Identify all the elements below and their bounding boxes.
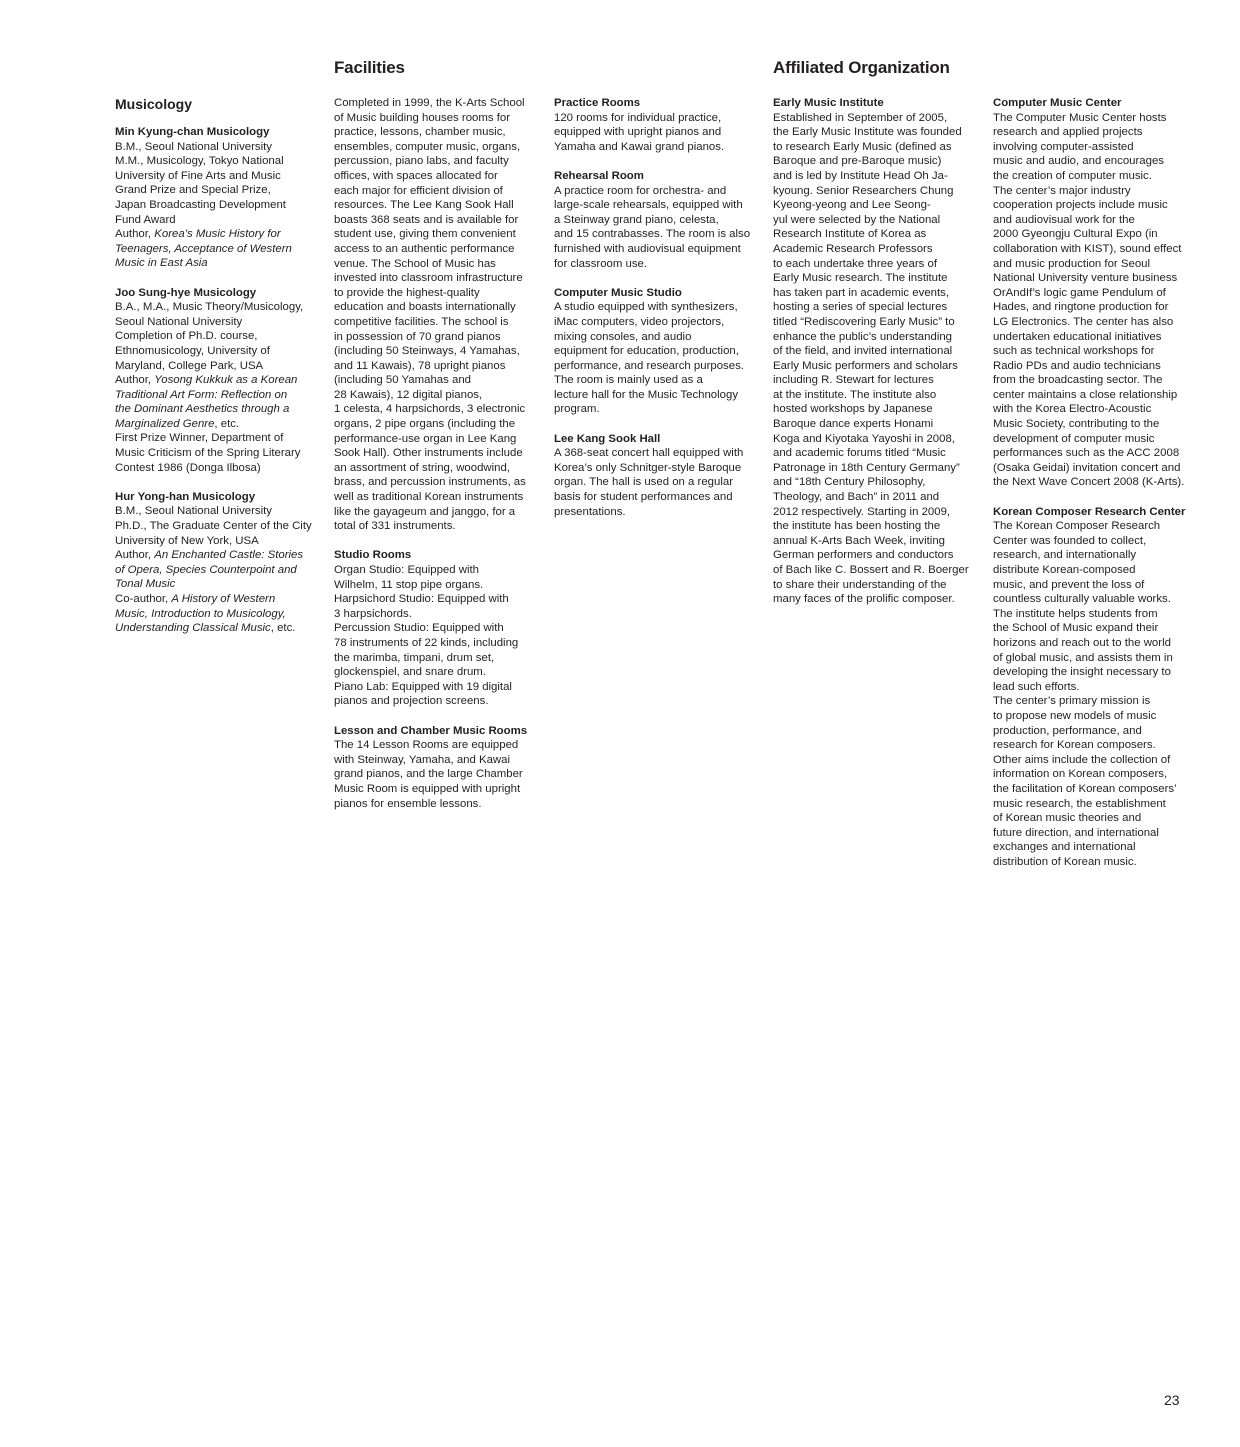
text-line: titled “Rediscovering Early Music” to	[773, 315, 955, 328]
text-line: pianos for ensemble lessons.	[334, 797, 482, 810]
text-line: music, and prevent the loss of	[993, 578, 1145, 591]
text-line: furnished with audiovisual equipment	[554, 242, 741, 255]
publication-title: Music, Introduction to Musicology,	[115, 607, 286, 620]
facilities-col1-blocks	[334, 548, 544, 811]
facilities-intro	[334, 96, 544, 534]
text-line: and “18th Century Philosophy,	[773, 476, 926, 489]
coauthor-line	[115, 592, 325, 607]
facilities-col2-blocks	[554, 96, 764, 519]
text-line: the Next Wave Concert 2008 (K-Arts).	[993, 476, 1185, 489]
author-line	[115, 242, 325, 257]
credential-line: B.A., M.A., Music Theory/Musicology,	[115, 301, 304, 314]
text-line: Kyeong-yeong and Lee Seong-	[773, 199, 931, 212]
text-line: A 368-seat concert hall equipped with	[554, 447, 744, 460]
award-line: Contest 1986 (Donga Ilbosa)	[115, 461, 261, 474]
intro-line: student use, giving them convenient	[334, 228, 516, 241]
text-line: Radio PDs and audio technicians	[993, 359, 1161, 372]
text-line: undertaken educational initiatives	[993, 330, 1162, 343]
intro-line: total of 331 instruments.	[334, 520, 456, 533]
publication-title: the Dominant Aesthetics through a	[115, 403, 290, 416]
intro-line: percussion, piano labs, and faculty	[334, 155, 509, 168]
text-line: and academic forums titled “Music	[773, 447, 946, 460]
credential-line: Fund Award	[115, 213, 176, 226]
text-line: Hades, and ringtone production for	[993, 301, 1169, 314]
text-line: LG Electronics. The center has also	[993, 315, 1174, 328]
text-line: developing the insight necessary to	[993, 666, 1171, 679]
block-title: Computer Music Studio	[554, 286, 682, 299]
text-line: A practice room for orchestra- and	[554, 184, 727, 197]
text-line: cooperation projects include music	[993, 199, 1168, 212]
block-title: Practice Rooms	[554, 97, 641, 109]
text-line: the facilitation of Korean composers’	[993, 782, 1177, 795]
text-line: 120 rooms for individual practice,	[554, 111, 722, 124]
award-line: First Prize Winner, Department of	[115, 432, 284, 445]
text-line: Music Society, contributing to the	[993, 418, 1160, 431]
text-line: The 14 Lesson Rooms are equipped	[334, 739, 519, 752]
text-block	[773, 96, 985, 607]
text-line: (Osaka Geidai) invitation concert and	[993, 461, 1181, 474]
block-title: Computer Music Center	[993, 97, 1122, 109]
faculty-entry	[115, 125, 325, 271]
coauthor-line	[115, 621, 325, 636]
text-line: performance, and research purposes.	[554, 359, 744, 372]
credential-line: Maryland, College Park, USA	[115, 359, 264, 372]
text-line: and is led by Institute Head Oh Ja-	[773, 169, 948, 182]
text-line: kyoung. Senior Researchers Chung	[773, 184, 954, 197]
intro-line: (including 50 Steinways, 4 Yamahas,	[334, 345, 520, 358]
text-line: to share their understanding of the	[773, 578, 947, 591]
credential-line: Ethnomusicology, University of	[115, 344, 270, 357]
text-line: and audiovisual work for the	[993, 213, 1135, 226]
intro-line: organs, 2 pipe organs (including the	[334, 418, 516, 431]
text-line: involving computer-assisted	[993, 140, 1134, 153]
text-line: organ. The hall is used on a regular	[554, 476, 733, 489]
intro-line: performance-use organ in Lee Kang	[334, 432, 517, 445]
text-line: at the institute. The institute also	[773, 388, 937, 401]
faculty-entry	[115, 286, 325, 476]
text-line: Early Music research. The institute	[773, 272, 948, 285]
musicology-heading: Musicology	[115, 96, 193, 112]
author-line	[115, 548, 325, 563]
text-line: to research Early Music (defined as	[773, 140, 952, 153]
text-line: performances such as the ACC 2008	[993, 447, 1180, 460]
musicology-column	[115, 96, 325, 650]
intro-line: ensembles, computer music, organs,	[334, 140, 521, 153]
text-line: lead such efforts.	[993, 680, 1080, 693]
facilities-column-1	[334, 96, 544, 826]
faculty-list	[115, 125, 325, 636]
text-line: enhance the public’s understanding	[773, 330, 953, 343]
text-line: music and audio, and encourages	[993, 155, 1164, 168]
facilities-heading: Facilities	[334, 58, 405, 77]
intro-line: like the gayageum and janggo, for a	[334, 505, 516, 518]
text-line: Baroque and pre-Baroque music)	[773, 155, 942, 168]
text-line: to propose new models of music	[993, 709, 1157, 722]
text-block	[554, 169, 764, 271]
intro-line: (including 50 Yamahas and	[334, 374, 471, 387]
credential-line: Seoul National University	[115, 315, 243, 328]
credential-line: University of Fine Arts and Music	[115, 169, 281, 182]
author-line	[115, 563, 325, 578]
text-line: National University venture business	[993, 272, 1178, 285]
text-line: The room is mainly used as a	[554, 374, 703, 387]
block-title: Korean Composer Research Center	[993, 505, 1186, 518]
publication-title: An Enchanted Castle: Stories	[154, 549, 304, 562]
text-line: such as technical workshops for	[993, 345, 1155, 358]
block-title: Rehearsal Room	[554, 169, 644, 182]
text-line: future direction, and international	[993, 826, 1159, 839]
text-line: the School of Music expand their	[993, 622, 1159, 635]
author-prefix: Author,	[115, 228, 155, 241]
text-block	[554, 286, 764, 417]
text-line: Other aims include the collection of	[993, 753, 1171, 766]
text-line: Established in September of 2005,	[773, 111, 948, 124]
text-line: 3 harpsichords.	[334, 607, 412, 620]
publication-title: Understanding Classical Music	[115, 622, 271, 635]
publication-title: A History of Western	[171, 593, 276, 605]
text-line: annual K-Arts Bach Week, inviting	[773, 534, 945, 547]
affiliated-col1-blocks	[773, 96, 985, 607]
text-line: a Steinway grand piano, celesta,	[554, 213, 719, 226]
faculty-name: Min Kyung-chan Musicology	[115, 126, 270, 138]
text-line: 78 instruments of 22 kinds, including	[334, 636, 519, 649]
text-line: the creation of computer music.	[993, 169, 1152, 182]
text-line: Koga and Kiyotaka Yayoshi in 2008,	[773, 432, 955, 445]
text-line: Piano Lab: Equipped with 19 digital	[334, 680, 512, 693]
text-line: music research, the establishment	[993, 797, 1166, 810]
faculty-name: Joo Sung-hye Musicology	[115, 286, 257, 299]
text-line: the institute has been hosting the	[773, 520, 941, 533]
credential-line: Japan Broadcasting Development	[115, 198, 286, 211]
publication-title: Tonal Music	[115, 578, 176, 591]
credential-line: M.M., Musicology, Tokyo National	[115, 155, 284, 168]
text-line: Baroque dance experts Honami	[773, 418, 934, 431]
credential-line: Completion of Ph.D. course,	[115, 330, 258, 343]
text-line: and music production for Seoul	[993, 257, 1151, 270]
text-line: Harpsichord Studio: Equipped with	[334, 593, 509, 606]
text-line: collaboration with KIST), sound effect	[993, 242, 1182, 255]
etc-suffix: , etc.	[270, 622, 296, 635]
text-line: pianos and projection screens.	[334, 695, 489, 708]
publication-title: Korea’s Music History for	[154, 228, 281, 241]
author-prefix: Author,	[115, 374, 155, 387]
text-line: Music Room is equipped with upright	[334, 782, 521, 795]
text-line: of the field, and invited international	[773, 345, 953, 358]
text-line: distribution of Korean music.	[993, 855, 1137, 868]
intro-line: 1 celesta, 4 harpsichords, 3 electronic	[334, 403, 526, 416]
text-line: hosting a series of special lectures	[773, 301, 948, 314]
text-line: lecture hall for the Music Technology	[554, 388, 739, 401]
intro-line: access to an authentic performance	[334, 242, 515, 255]
intro-line: practice, lessons, chamber music,	[334, 126, 506, 139]
affiliated-organization-heading: Affiliated Organization	[773, 58, 950, 77]
intro-line: and 11 Kawais), 78 upright pianos	[334, 359, 506, 372]
text-line: 2000 Gyeongju Cultural Expo (in	[993, 228, 1158, 241]
author-prefix: Author,	[115, 549, 155, 562]
intro-line: boasts 368 seats and is available for	[334, 213, 519, 226]
text-line: horizons and reach out to the world	[993, 636, 1171, 649]
text-line: equipped with upright pianos and	[554, 126, 722, 139]
text-line: information on Korean composers,	[993, 768, 1168, 781]
block-title: Studio Rooms	[334, 549, 412, 562]
text-line: Patronage in 18th Century Germany”	[773, 461, 960, 474]
text-line: including R. Stewart for lectures	[773, 374, 934, 387]
text-line: center maintains a close relationship	[993, 388, 1178, 401]
text-line: The center’s primary mission is	[993, 695, 1151, 708]
publication-title: Marginalized Genre	[115, 417, 215, 430]
text-line: mixing consoles, and audio	[554, 330, 692, 343]
intro-line: of Music building houses rooms for	[334, 111, 511, 124]
text-line: Percussion Studio: Equipped with	[334, 622, 504, 635]
text-line: The center’s major industry	[993, 184, 1131, 197]
text-line: glockenspiel, and snare drum.	[334, 666, 486, 679]
text-line: of global music, and assists them in	[993, 651, 1173, 664]
text-line: the Early Music Institute was founded	[773, 126, 962, 139]
text-line: Research Institute of Korea as	[773, 228, 927, 241]
affiliated-col2-blocks	[993, 96, 1208, 869]
text-line: The Korean Composer Research	[993, 520, 1161, 533]
text-line: equipment for education, production,	[554, 345, 739, 358]
award-line: Music Criticism of the Spring Literary	[115, 447, 301, 460]
text-line: Korea’s only Schnitger-style Baroque	[554, 461, 742, 474]
intro-line: resources. The Lee Kang Sook Hall	[334, 199, 514, 212]
text-line: for classroom use.	[554, 257, 648, 270]
intro-line: well as traditional Korean instruments	[334, 491, 524, 504]
text-line: A studio equipped with synthesizers,	[554, 301, 738, 314]
credential-line: Ph.D., The Graduate Center of the City	[115, 520, 312, 533]
intro-line: in possession of 70 grand pianos	[334, 330, 501, 343]
block-title: Early Music Institute	[773, 97, 884, 109]
intro-line: to provide the highest-quality	[334, 286, 480, 299]
author-line	[115, 373, 325, 388]
text-line: Center was founded to collect,	[993, 534, 1147, 547]
text-line: research, and internationally	[993, 549, 1137, 562]
intro-line: each major for efficient division of	[334, 184, 503, 197]
text-line: of Bach like C. Bossert and R. Boerger	[773, 564, 969, 576]
faculty-name: Hur Yong-han Musicology	[115, 490, 256, 503]
intro-line: Completed in 1999, the K-Arts School	[334, 97, 525, 109]
text-line: The Computer Music Center hosts	[993, 111, 1167, 124]
text-line: research for Korean composers.	[993, 739, 1156, 752]
credential-line: Grand Prize and Special Prize,	[115, 184, 271, 197]
text-line: OrAndIf’s logic game Pendulum of	[993, 286, 1166, 299]
text-line: from the broadcasting sector. The	[993, 374, 1163, 387]
text-line: of Korean music theories and	[993, 812, 1142, 825]
author-line	[115, 577, 325, 592]
text-line: Early Music performers and scholars	[773, 359, 958, 372]
intro-line: brass, and percussion instruments, as	[334, 476, 526, 489]
author-line	[115, 402, 325, 417]
intro-line: invested into classroom infrastructure	[334, 272, 523, 285]
author-line	[115, 256, 325, 271]
text-line: grand pianos, and the large Chamber	[334, 768, 523, 781]
block-title: Lee Kang Sook Hall	[554, 432, 661, 445]
publication-title: Music in East Asia	[115, 257, 208, 270]
author-line	[115, 417, 325, 432]
publication-title: Teenagers, Acceptance of Western	[115, 242, 292, 255]
page-number: 23	[1164, 1392, 1180, 1408]
text-line: with the Korea Electro-Acoustic	[993, 403, 1152, 416]
text-line: has taken part in academic events,	[773, 286, 950, 299]
author-line	[115, 388, 325, 403]
affiliated-column-1	[773, 96, 985, 621]
credential-line: B.M., Seoul National University	[115, 140, 272, 153]
text-line: Organ Studio: Equipped with	[334, 564, 480, 576]
text-block	[554, 96, 764, 154]
intro-line: offices, with spaces allocated for	[334, 169, 498, 182]
text-line: countless culturally valuable works.	[993, 593, 1171, 606]
intro-line: education and boasts internationally	[334, 301, 516, 314]
text-line: program.	[554, 403, 600, 416]
text-line: hosted workshops by Japanese	[773, 403, 933, 416]
publication-title: Traditional Art Form: Reflection on	[115, 388, 288, 401]
text-line: Wilhelm, 11 stop pipe organs.	[334, 578, 484, 591]
text-line: development of computer music	[993, 432, 1155, 445]
intro-line: Sook Hall). Other instruments include	[334, 447, 523, 460]
text-line: iMac computers, video projectors,	[554, 315, 725, 328]
text-line: the marimba, timpani, drum set,	[334, 651, 495, 664]
text-line: with Steinway, Yamaha, and Kawai	[334, 753, 511, 766]
faculty-entry	[115, 490, 325, 636]
affiliated-column-2	[993, 96, 1208, 884]
credential-line: B.M., Seoul National University	[115, 505, 272, 518]
text-line: production, performance, and	[993, 724, 1142, 737]
text-line: German performers and conductors	[773, 549, 954, 562]
text-block	[554, 432, 764, 520]
text-line: large-scale rehearsals, equipped with	[554, 199, 743, 212]
text-block	[334, 548, 544, 709]
text-line: to each undertake three years of	[773, 257, 938, 270]
author-line	[115, 227, 325, 242]
text-line: distribute Korean-composed	[993, 564, 1136, 576]
publication-title: of Opera, Species Counterpoint and	[115, 563, 297, 576]
text-line: Yamaha and Kawai grand pianos.	[554, 140, 725, 153]
text-line: many faces of the prolific composer.	[773, 593, 955, 606]
text-line: Academic Research Professors	[773, 242, 933, 255]
facilities-column-2	[554, 96, 764, 534]
publication-title: Yosong Kukkuk as a Korean	[154, 374, 298, 387]
text-line: 2012 respectively. Starting in 2009,	[773, 505, 951, 518]
coauthor-prefix: Co-author,	[115, 593, 172, 605]
etc-suffix: , etc.	[214, 417, 240, 430]
text-block	[334, 724, 544, 812]
coauthor-line	[115, 607, 325, 622]
text-line: research and applied projects	[993, 126, 1143, 139]
text-line: basis for student performances and	[554, 491, 733, 504]
text-line: Theology, and Bach” in 2011 and	[773, 491, 940, 504]
intro-line: venue. The School of Music has	[334, 257, 496, 270]
intro-line: an assortment of string, woodwind,	[334, 461, 511, 474]
intro-line: competitive facilities. The school is	[334, 315, 509, 328]
text-block	[993, 505, 1208, 870]
credential-line: University of New York, USA	[115, 534, 259, 547]
text-line: presentations.	[554, 505, 626, 518]
text-line: The institute helps students from	[993, 607, 1158, 620]
text-line: exchanges and international	[993, 841, 1136, 854]
text-line: yul were selected by the National	[773, 213, 941, 226]
block-title: Lesson and Chamber Music Rooms	[334, 724, 528, 737]
text-block	[993, 96, 1208, 490]
intro-line: 28 Kawais), 12 digital pianos,	[334, 388, 483, 401]
text-line: and 15 contrabasses. The room is also	[554, 228, 751, 241]
